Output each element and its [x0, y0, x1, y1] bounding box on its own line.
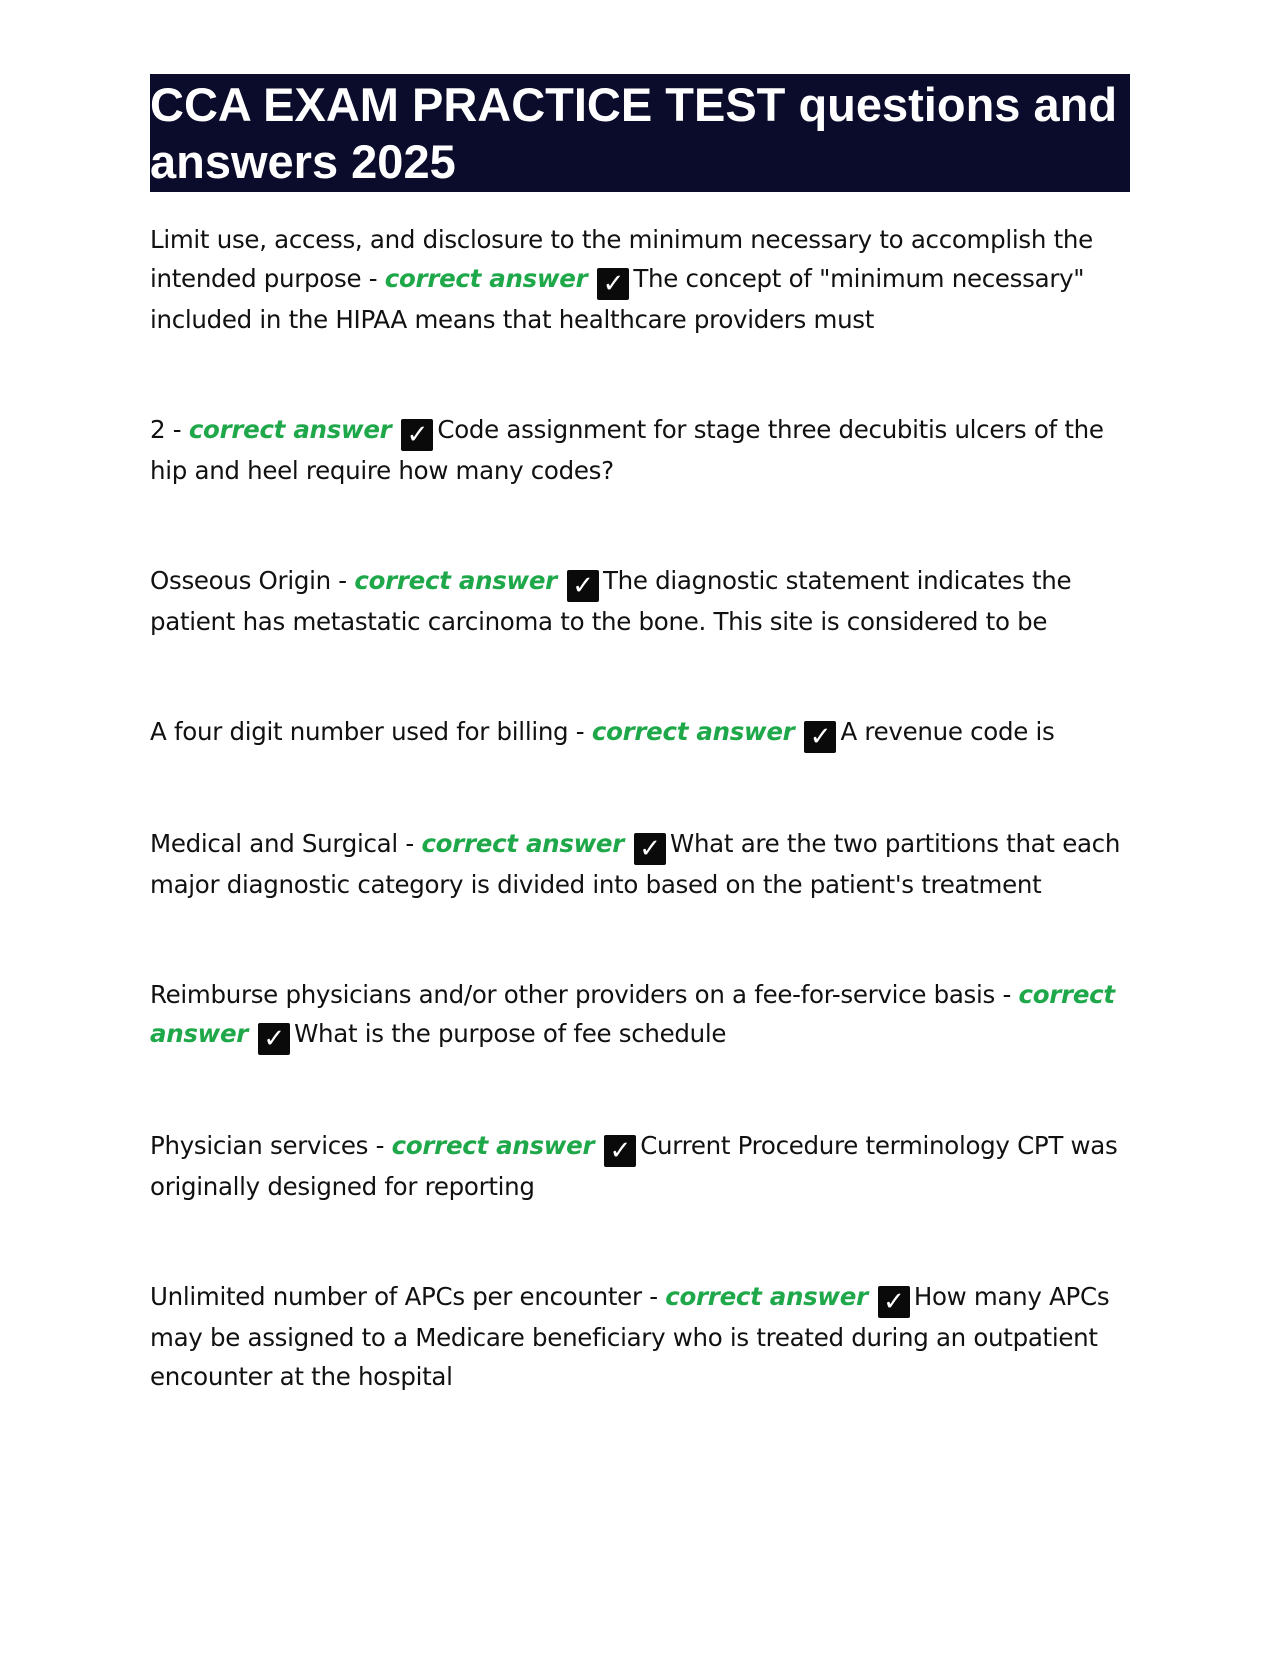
question-text: Code assignment for stage three decubitis ulcers of the hip and heel require how many codes?	[150, 415, 1104, 485]
question-text: What is the purpose of fee schedule	[294, 1019, 727, 1048]
qa-item	[150, 1277, 1130, 1396]
qa-item	[150, 712, 1130, 753]
qa-list	[150, 220, 1130, 1396]
question-text: The diagnostic statement indicates the patient has metastatic carcinoma to the bone. This site is considered to be	[150, 566, 1072, 636]
qa-item	[150, 220, 1130, 339]
answer-text: Physician services	[150, 1131, 369, 1160]
answer-separator: -	[641, 1282, 666, 1311]
check-mark-icon: ✓	[878, 1286, 910, 1318]
qa-item	[150, 1126, 1130, 1206]
answer-separator: -	[994, 980, 1019, 1009]
correct-answer-label: correct answer	[591, 717, 795, 746]
question-text: What are the two partitions that each major diagnostic category is divided into based on the patient's treatment	[150, 829, 1121, 899]
answer-separator: -	[165, 415, 189, 444]
check-mark-icon: ✓	[597, 268, 629, 300]
check-mark-icon: ✓	[401, 419, 433, 451]
qa-item	[150, 561, 1130, 641]
answer-separator: -	[568, 717, 592, 746]
answer-text: Limit use, access, and disclosure to the minimum necessary to accomplish the intended purpose	[150, 225, 1093, 293]
qa-item	[150, 824, 1130, 904]
question-text: How many APCs may be assigned to a Medicare beneficiary who is treated during an outpatient encounter at the hospital	[150, 1282, 1110, 1391]
correct-answer-label: correct answer	[665, 1282, 868, 1311]
answer-text: Unlimited number of APCs per encounter	[150, 1282, 642, 1311]
answer-text: Osseous Origin	[150, 566, 331, 595]
check-mark-icon: ✓	[567, 570, 599, 602]
check-mark-icon: ✓	[804, 721, 836, 753]
answer-separator: -	[368, 1131, 392, 1160]
correct-answer-label: correct answer	[188, 415, 392, 444]
document-title: CCA EXAM PRACTICE TEST questions and answers 2025	[150, 74, 1130, 192]
check-mark-icon: ✓	[634, 833, 666, 865]
qa-item	[150, 410, 1130, 490]
correct-answer-label: correct answer	[421, 829, 625, 858]
correct-answer-label: correct answer	[391, 1131, 595, 1160]
question-text: A revenue code is	[840, 717, 1055, 746]
answer-text: A four digit number used for billing	[150, 717, 569, 746]
answer-separator: -	[361, 264, 385, 293]
qa-item	[150, 975, 1130, 1055]
question-text: Current Procedure terminology CPT was originally designed for reporting	[150, 1131, 1118, 1201]
answer-separator: -	[330, 566, 355, 595]
check-mark-icon: ✓	[604, 1135, 636, 1167]
answer-text: Medical and Surgical	[150, 829, 398, 858]
correct-answer-label: correct answer	[150, 980, 1115, 1048]
answer-text: Reimburse physicians and/or other providers on a fee-for-service basis	[150, 980, 995, 1009]
answer-separator: -	[397, 829, 422, 858]
check-mark-icon: ✓	[258, 1023, 290, 1055]
document-page	[150, 74, 1130, 1396]
correct-answer-label: correct answer	[354, 566, 557, 595]
question-text: The concept of "minimum necessary" included in the HIPAA means that healthcare providers must	[150, 264, 1085, 334]
answer-text: 2	[150, 415, 166, 444]
correct-answer-label: correct answer	[384, 264, 588, 293]
